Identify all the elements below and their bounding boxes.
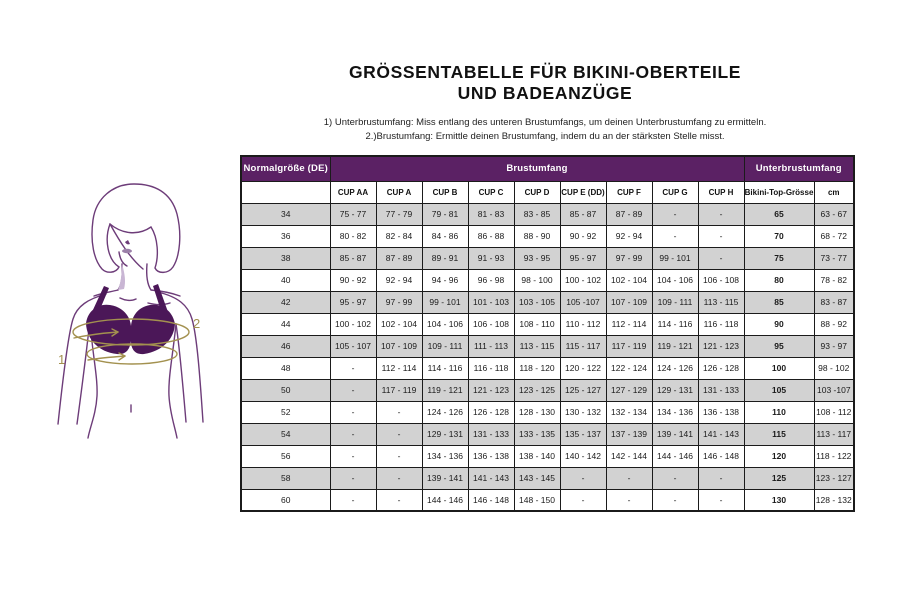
range-cell: 132 - 134 xyxy=(606,401,652,423)
table-row xyxy=(241,445,854,467)
range-cell: 111 - 113 xyxy=(468,335,514,357)
figure-svg xyxy=(30,172,235,442)
range-cell: 75 - 77 xyxy=(330,203,376,225)
range-cell: 143 - 145 xyxy=(514,467,560,489)
range-cell: 134 - 136 xyxy=(422,445,468,467)
range-cell: - xyxy=(376,489,422,511)
size-cell: 58 xyxy=(241,467,330,489)
range-cell: 138 - 140 xyxy=(514,445,560,467)
size-cell: 60 xyxy=(241,489,330,511)
instruction-underbust: 1) Unterbrustumfang: Miss entlang des unteren Brustumfangs, um deinen Unterbrustumfang zu ermitteln. xyxy=(323,117,767,128)
bikini-size-cell: 70 xyxy=(744,225,814,247)
cm-cell: 113 - 117 xyxy=(814,423,854,445)
instruction-bust: 2.)Brustumfang: Ermittle deinen Brustumfang, indem du an der stärksten Stelle misst. xyxy=(365,130,725,142)
bikini-size-cell: 90 xyxy=(744,313,814,335)
size-cell: 56 xyxy=(241,445,330,467)
range-cell: 104 - 106 xyxy=(652,269,698,291)
bikini-size-cell: 130 xyxy=(744,489,814,511)
range-cell: - xyxy=(698,203,744,225)
range-cell: 121 - 123 xyxy=(468,379,514,401)
column-header-empty xyxy=(241,181,330,203)
figure-hair xyxy=(92,184,180,272)
range-cell: 119 - 121 xyxy=(422,379,468,401)
range-cell: 82 - 84 xyxy=(376,225,422,247)
range-cell: 131 - 133 xyxy=(468,423,514,445)
column-header-cm: cm xyxy=(814,181,854,203)
cm-cell: 93 - 97 xyxy=(814,335,854,357)
cm-cell: 63 - 67 xyxy=(814,203,854,225)
range-cell: 124 - 126 xyxy=(422,401,468,423)
range-cell: 101 - 103 xyxy=(468,291,514,313)
range-cell: 126 - 128 xyxy=(698,357,744,379)
table-row xyxy=(241,335,854,357)
range-cell: - xyxy=(330,423,376,445)
range-cell: 109 - 111 xyxy=(422,335,468,357)
size-cell: 44 xyxy=(241,313,330,335)
range-cell: 127 - 129 xyxy=(606,379,652,401)
table-row xyxy=(241,269,854,291)
table-row xyxy=(241,203,854,225)
range-cell: 107 - 109 xyxy=(376,335,422,357)
range-cell: - xyxy=(330,357,376,379)
range-cell: 136 - 138 xyxy=(698,401,744,423)
column-header-cup-e-dd: CUP E (DD) xyxy=(560,181,606,203)
range-cell: 131 - 133 xyxy=(698,379,744,401)
range-cell: - xyxy=(652,225,698,247)
underbust-tape-label: 1 xyxy=(58,352,66,367)
column-header-cup-f: CUP F xyxy=(606,181,652,203)
cm-cell: 88 - 92 xyxy=(814,313,854,335)
range-cell: 95 - 97 xyxy=(330,291,376,313)
range-cell: 148 - 150 xyxy=(514,489,560,511)
range-cell: 91 - 93 xyxy=(468,247,514,269)
range-cell: 106 - 108 xyxy=(468,313,514,335)
range-cell: 99 - 101 xyxy=(652,247,698,269)
cm-cell: 73 - 77 xyxy=(814,247,854,269)
range-cell: - xyxy=(606,489,652,511)
size-cell: 46 xyxy=(241,335,330,357)
range-cell: 106 - 108 xyxy=(698,269,744,291)
range-cell: 93 - 95 xyxy=(514,247,560,269)
range-cell: 95 - 97 xyxy=(560,247,606,269)
range-cell: 92 - 94 xyxy=(376,269,422,291)
bikini-size-cell: 80 xyxy=(744,269,814,291)
table-row xyxy=(241,401,854,423)
range-cell: 141 - 143 xyxy=(698,423,744,445)
bikini-size-cell: 110 xyxy=(744,401,814,423)
bust-tape-label: 2 xyxy=(193,316,201,331)
column-header-cup-c: CUP C xyxy=(468,181,514,203)
range-cell: 129 - 131 xyxy=(652,379,698,401)
range-cell: - xyxy=(698,225,744,247)
size-cell: 38 xyxy=(241,247,330,269)
cm-cell: 108 - 112 xyxy=(814,401,854,423)
range-cell: 135 - 137 xyxy=(560,423,606,445)
range-cell: 113 - 115 xyxy=(698,291,744,313)
table-row xyxy=(241,379,854,401)
range-cell: 114 - 116 xyxy=(422,357,468,379)
range-cell: 121 - 123 xyxy=(698,335,744,357)
range-cell: - xyxy=(330,401,376,423)
range-cell: 117 - 119 xyxy=(606,335,652,357)
range-cell: 133 - 135 xyxy=(514,423,560,445)
range-cell: 110 - 112 xyxy=(560,313,606,335)
range-cell: 146 - 148 xyxy=(468,489,514,511)
table-row xyxy=(241,291,854,313)
range-cell: 105 - 107 xyxy=(330,335,376,357)
range-cell: 118 - 120 xyxy=(514,357,560,379)
range-cell: 80 - 82 xyxy=(330,225,376,247)
cm-cell: 98 - 102 xyxy=(814,357,854,379)
size-cell: 36 xyxy=(241,225,330,247)
column-header-cup-aa: CUP AA xyxy=(330,181,376,203)
range-cell: 120 - 122 xyxy=(560,357,606,379)
range-cell: - xyxy=(698,247,744,269)
column-header-cup-a: CUP A xyxy=(376,181,422,203)
measuring-figure-illustration xyxy=(30,172,235,442)
range-cell: 146 - 148 xyxy=(698,445,744,467)
range-cell: 112 - 114 xyxy=(376,357,422,379)
range-cell: - xyxy=(560,467,606,489)
range-cell: 97 - 99 xyxy=(606,247,652,269)
range-cell: 104 - 106 xyxy=(422,313,468,335)
range-cell: 115 - 117 xyxy=(560,335,606,357)
range-cell: 102 - 104 xyxy=(376,313,422,335)
range-cell: 103 - 105 xyxy=(514,291,560,313)
range-cell: 107 - 109 xyxy=(606,291,652,313)
range-cell: 128 - 130 xyxy=(514,401,560,423)
bikini-size-cell: 115 xyxy=(744,423,814,445)
range-cell: 125 - 127 xyxy=(560,379,606,401)
column-header-bikini-top-groesse: Bikini-Top-Grösse xyxy=(744,181,814,203)
range-cell: 94 - 96 xyxy=(422,269,468,291)
table-row xyxy=(241,225,854,247)
header-brustumfang: Brustumfang xyxy=(330,156,744,181)
range-cell: 116 - 118 xyxy=(468,357,514,379)
range-cell: 85 - 87 xyxy=(330,247,376,269)
size-table-body xyxy=(241,203,854,511)
range-cell: 136 - 138 xyxy=(468,445,514,467)
header-unterbrustumfang: Unterbrustumfang xyxy=(744,156,854,181)
range-cell: 97 - 99 xyxy=(376,291,422,313)
size-cell: 54 xyxy=(241,423,330,445)
measuring-instructions xyxy=(190,116,900,143)
range-cell: 142 - 144 xyxy=(606,445,652,467)
size-cell: 52 xyxy=(241,401,330,423)
range-cell: - xyxy=(652,489,698,511)
bikini-size-cell: 120 xyxy=(744,445,814,467)
range-cell: 98 - 100 xyxy=(514,269,560,291)
range-cell: 83 - 85 xyxy=(514,203,560,225)
size-table xyxy=(240,155,855,512)
column-header-cup-b: CUP B xyxy=(422,181,468,203)
bikini-size-cell: 85 xyxy=(744,291,814,313)
table-column-header-row xyxy=(241,181,854,203)
range-cell: - xyxy=(698,489,744,511)
range-cell: 92 - 94 xyxy=(606,225,652,247)
table-group-header-row xyxy=(241,156,854,181)
range-cell: 141 - 143 xyxy=(468,467,514,489)
page-title xyxy=(190,62,900,104)
size-cell: 40 xyxy=(241,269,330,291)
range-cell: - xyxy=(330,445,376,467)
cm-cell: 83 - 87 xyxy=(814,291,854,313)
range-cell: 117 - 119 xyxy=(376,379,422,401)
range-cell: 126 - 128 xyxy=(468,401,514,423)
range-cell: - xyxy=(330,379,376,401)
header-normalgroesse: Normalgröße (DE) xyxy=(241,156,330,181)
column-header-cup-h: CUP H xyxy=(698,181,744,203)
range-cell: 130 - 132 xyxy=(560,401,606,423)
cm-cell: 78 - 82 xyxy=(814,269,854,291)
cm-cell: 103 -107 xyxy=(814,379,854,401)
bikini-size-cell: 75 xyxy=(744,247,814,269)
bikini-size-cell: 65 xyxy=(744,203,814,225)
range-cell: - xyxy=(376,445,422,467)
cm-cell: 123 - 127 xyxy=(814,467,854,489)
range-cell: 139 - 141 xyxy=(422,467,468,489)
range-cell: 124 - 126 xyxy=(652,357,698,379)
range-cell: - xyxy=(652,203,698,225)
size-cell: 50 xyxy=(241,379,330,401)
range-cell: 100 - 102 xyxy=(560,269,606,291)
range-cell: 77 - 79 xyxy=(376,203,422,225)
range-cell: - xyxy=(376,467,422,489)
range-cell: 116 - 118 xyxy=(698,313,744,335)
size-cell: 42 xyxy=(241,291,330,313)
range-cell: - xyxy=(330,467,376,489)
page-title-line1: GRÖSSENTABELLE FÜR BIKINI-OBERTEILE xyxy=(348,62,742,82)
range-cell: - xyxy=(606,467,652,489)
range-cell: 89 - 91 xyxy=(422,247,468,269)
range-cell: 144 - 146 xyxy=(652,445,698,467)
table-row xyxy=(241,313,854,335)
range-cell: - xyxy=(560,489,606,511)
bikini-size-cell: 95 xyxy=(744,335,814,357)
range-cell: 99 - 101 xyxy=(422,291,468,313)
range-cell: 119 - 121 xyxy=(652,335,698,357)
range-cell: - xyxy=(330,489,376,511)
table-row xyxy=(241,423,854,445)
range-cell: 87 - 89 xyxy=(376,247,422,269)
bikini-size-cell: 125 xyxy=(744,467,814,489)
range-cell: 134 - 136 xyxy=(652,401,698,423)
range-cell: 81 - 83 xyxy=(468,203,514,225)
range-cell: 129 - 131 xyxy=(422,423,468,445)
range-cell: - xyxy=(698,467,744,489)
range-cell: 90 - 92 xyxy=(330,269,376,291)
range-cell: - xyxy=(652,467,698,489)
range-cell: 102 - 104 xyxy=(606,269,652,291)
range-cell: 114 - 116 xyxy=(652,313,698,335)
range-cell: - xyxy=(376,401,422,423)
range-cell: 144 - 146 xyxy=(422,489,468,511)
range-cell: 86 - 88 xyxy=(468,225,514,247)
range-cell: 96 - 98 xyxy=(468,269,514,291)
range-cell: 139 - 141 xyxy=(652,423,698,445)
range-cell: 84 - 86 xyxy=(422,225,468,247)
size-cell: 34 xyxy=(241,203,330,225)
range-cell: 79 - 81 xyxy=(422,203,468,225)
table-row xyxy=(241,467,854,489)
range-cell: 100 - 102 xyxy=(330,313,376,335)
range-cell: 122 - 124 xyxy=(606,357,652,379)
column-header-cup-d: CUP D xyxy=(514,181,560,203)
column-header-cup-g: CUP G xyxy=(652,181,698,203)
range-cell: - xyxy=(376,423,422,445)
range-cell: 85 - 87 xyxy=(560,203,606,225)
table-row xyxy=(241,489,854,511)
range-cell: 90 - 92 xyxy=(560,225,606,247)
range-cell: 109 - 111 xyxy=(652,291,698,313)
cm-cell: 118 - 122 xyxy=(814,445,854,467)
range-cell: 123 - 125 xyxy=(514,379,560,401)
range-cell: 113 - 115 xyxy=(514,335,560,357)
page-title-line2: UND BADEANZÜGE xyxy=(457,83,633,103)
range-cell: 105 -107 xyxy=(560,291,606,313)
table-row xyxy=(241,247,854,269)
table-row xyxy=(241,357,854,379)
cm-cell: 68 - 72 xyxy=(814,225,854,247)
range-cell: 112 - 114 xyxy=(606,313,652,335)
range-cell: 140 - 142 xyxy=(560,445,606,467)
bikini-size-cell: 105 xyxy=(744,379,814,401)
size-cell: 48 xyxy=(241,357,330,379)
range-cell: 88 - 90 xyxy=(514,225,560,247)
cm-cell: 128 - 132 xyxy=(814,489,854,511)
range-cell: 87 - 89 xyxy=(606,203,652,225)
range-cell: 137 - 139 xyxy=(606,423,652,445)
range-cell: 108 - 110 xyxy=(514,313,560,335)
bikini-size-cell: 100 xyxy=(744,357,814,379)
